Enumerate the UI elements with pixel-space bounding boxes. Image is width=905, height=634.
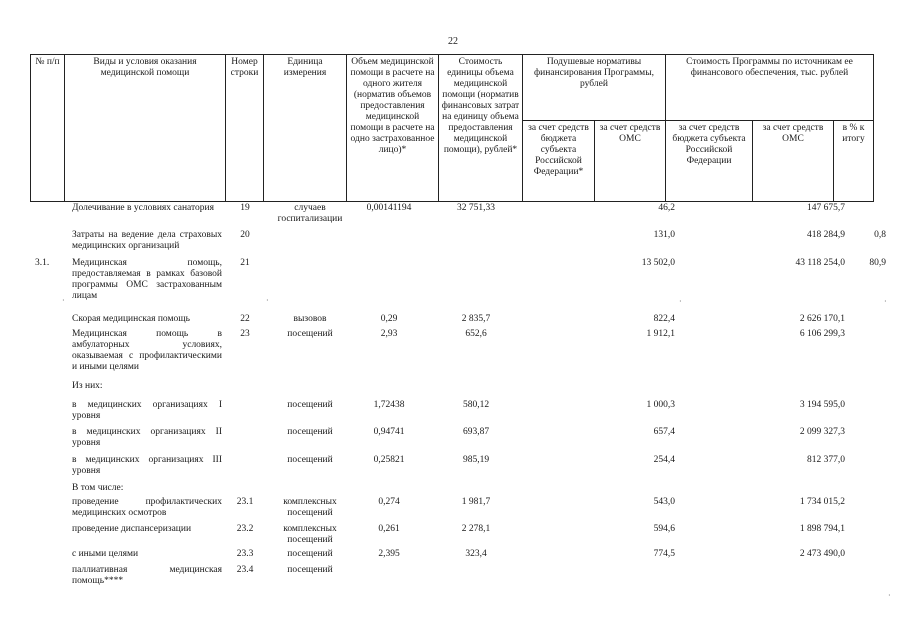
header-num: № п/п bbox=[31, 55, 65, 202]
row-oms: 131,0 bbox=[653, 230, 675, 240]
row-program-oms: 6 106 299,3 bbox=[799, 329, 845, 339]
row-volume: 0,261 bbox=[378, 524, 400, 534]
row-oms: 1 000,3 bbox=[646, 400, 675, 410]
header-per-capita-oms: за счет средств ОМС bbox=[595, 121, 666, 202]
row-volume: 0,25821 bbox=[373, 455, 405, 465]
scan-speck: · bbox=[679, 297, 682, 306]
row-oms: 594,6 bbox=[653, 524, 675, 534]
row-volume: 0,274 bbox=[378, 497, 400, 507]
row-line: 19 bbox=[240, 203, 250, 213]
row-program-oms: 3 194 595,0 bbox=[799, 400, 845, 410]
row-volume: 0,94741 bbox=[373, 427, 405, 437]
row-program-oms: 1 898 794,1 bbox=[799, 524, 845, 534]
row-unit: посещений bbox=[287, 329, 333, 339]
row-line: 20 bbox=[240, 230, 250, 240]
table-row bbox=[30, 230, 886, 258]
table-row bbox=[30, 565, 886, 591]
row-name: Медицинская помощь, предоставляемая в рамках базовой программы ОМС застрахованным лицам bbox=[72, 258, 222, 301]
row-name: в медицинских организациях II уровня bbox=[72, 427, 222, 448]
header-line: Номер строки bbox=[226, 55, 264, 202]
table-row bbox=[30, 497, 886, 524]
row-line: 23.2 bbox=[236, 524, 254, 534]
table-row bbox=[30, 455, 886, 483]
row-cost: 580,12 bbox=[462, 400, 490, 410]
row-unit: посещений bbox=[287, 427, 333, 437]
row-unit: комплексных посещений bbox=[283, 524, 337, 545]
row-line: 23 bbox=[240, 329, 250, 339]
header-program-oms: за счет средств ОМС bbox=[753, 121, 834, 202]
row-cost: 652,6 bbox=[465, 329, 487, 339]
row-volume: 0,00141194 bbox=[366, 203, 412, 213]
table-row bbox=[30, 258, 886, 314]
row-cost: 985,19 bbox=[462, 455, 490, 465]
row-volume: 2,395 bbox=[378, 549, 400, 559]
row-line: 21 bbox=[240, 258, 250, 268]
row-name: паллиативная медицинская помощь**** bbox=[72, 565, 222, 586]
row-cost: 32 751,33 bbox=[457, 203, 495, 213]
scan-speck: · bbox=[888, 591, 891, 600]
header-per-capita-budget: за счет средств бюджета субъекта Российской Федерации* bbox=[523, 121, 595, 202]
row-oms: 774,5 bbox=[653, 549, 675, 559]
table-row bbox=[30, 427, 886, 455]
row-oms: 822,4 bbox=[653, 314, 675, 324]
row-unit: посещений bbox=[287, 455, 333, 465]
table-header bbox=[30, 54, 874, 202]
row-oms: 543,0 bbox=[653, 497, 675, 507]
row-unit: вызовов bbox=[293, 314, 327, 324]
header-kind: Виды и условия оказания медицинской помощи bbox=[65, 55, 226, 202]
row-volume: 0,29 bbox=[380, 314, 398, 324]
row-program-oms: 418 284,9 bbox=[807, 230, 845, 240]
row-program-oms: 1 734 015,2 bbox=[799, 497, 845, 507]
row-line: 22 bbox=[240, 314, 250, 324]
row-name: Из них: bbox=[72, 381, 103, 391]
row-pct: 0,8 bbox=[874, 230, 886, 240]
scan-speck: · bbox=[266, 296, 269, 305]
row-name: Затраты на ведение дела страховых медицинских организаций bbox=[72, 230, 222, 251]
row-number: 3.1. bbox=[35, 258, 50, 268]
table-row bbox=[30, 483, 886, 497]
row-oms: 1 912,1 bbox=[646, 329, 675, 339]
row-line: 23.4 bbox=[236, 565, 254, 575]
row-volume: 2,93 bbox=[380, 329, 398, 339]
row-line: 23.3 bbox=[236, 549, 254, 559]
row-name: с иными целями bbox=[72, 549, 139, 559]
row-name: В том числе: bbox=[72, 483, 124, 493]
header-program-cost: Стоимость Программы по источникам ее финансового обеспечения, тыс. рублей bbox=[666, 55, 874, 121]
page-number: 22 bbox=[448, 36, 458, 47]
row-oms: 657,4 bbox=[653, 427, 675, 437]
table-row bbox=[30, 524, 886, 549]
row-program-oms: 147 675,7 bbox=[807, 203, 845, 213]
row-cost: 2 278,1 bbox=[461, 524, 491, 534]
table-row bbox=[30, 381, 886, 400]
row-name: Скорая медицинская помощь bbox=[72, 314, 190, 324]
header-program-pct: в % к итогу bbox=[834, 121, 874, 202]
table-row bbox=[30, 203, 886, 230]
scan-speck: · bbox=[62, 296, 65, 305]
table-row bbox=[30, 314, 886, 329]
row-unit: посещений bbox=[287, 400, 333, 410]
row-cost: 693,87 bbox=[462, 427, 490, 437]
row-program-oms: 43 118 254,0 bbox=[795, 258, 845, 268]
row-oms: 254,4 bbox=[653, 455, 675, 465]
row-oms: 13 502,0 bbox=[641, 258, 675, 268]
row-unit: комплексных посещений bbox=[283, 497, 337, 518]
row-program-oms: 812 377,0 bbox=[807, 455, 845, 465]
row-program-oms: 2 626 170,1 bbox=[799, 314, 845, 324]
row-name: в медицинских организациях III уровня bbox=[72, 455, 222, 476]
table-row bbox=[30, 400, 886, 427]
row-volume: 1,72438 bbox=[373, 400, 405, 410]
row-name: проведение профилактических медицинских осмотров bbox=[72, 497, 222, 518]
row-unit: посещений bbox=[287, 565, 333, 575]
header-program-budget: за счет средств бюджета субъекта Российской Федерации bbox=[666, 121, 753, 202]
row-name: Медицинская помощь в амбулаторных условиях, оказываемая с профилактическими и иными целями bbox=[72, 329, 222, 372]
row-cost: 1 981,7 bbox=[461, 497, 491, 507]
header-per-capita: Подушевые нормативы финансирования Программы, рублей bbox=[523, 55, 666, 121]
row-unit: посещений bbox=[287, 549, 333, 559]
row-line: 23.1 bbox=[236, 497, 254, 507]
row-cost: 323,4 bbox=[465, 549, 487, 559]
row-name: в медицинских организациях I уровня bbox=[72, 400, 222, 421]
row-unit: случаев госпитализации bbox=[277, 203, 343, 224]
row-name: Долечивание в условиях санатория bbox=[72, 203, 214, 213]
row-program-oms: 2 473 490,0 bbox=[799, 549, 845, 559]
header-volume: Объем медицинской помощи в расчете на одного жителя (норматив объемов предоставления медицинской помощи в расчете на одно застрахованное лицо)* bbox=[347, 55, 439, 202]
row-name: проведение диспансеризации bbox=[72, 524, 192, 534]
header-unit: Единица измерения bbox=[264, 55, 347, 202]
row-pct: 80,9 bbox=[869, 258, 886, 268]
row-oms: 46,2 bbox=[658, 203, 675, 213]
table-row bbox=[30, 549, 886, 565]
header-cost: Стоимость единицы объема медицинской помощи (норматив финансовых затрат на единицу объема предоставления медицинской помощи), рублей* bbox=[439, 55, 523, 202]
row-program-oms: 2 099 327,3 bbox=[799, 427, 845, 437]
table-body bbox=[30, 203, 886, 591]
row-cost: 2 835,7 bbox=[461, 314, 491, 324]
table-row bbox=[30, 329, 886, 381]
scan-speck: · bbox=[884, 297, 887, 306]
